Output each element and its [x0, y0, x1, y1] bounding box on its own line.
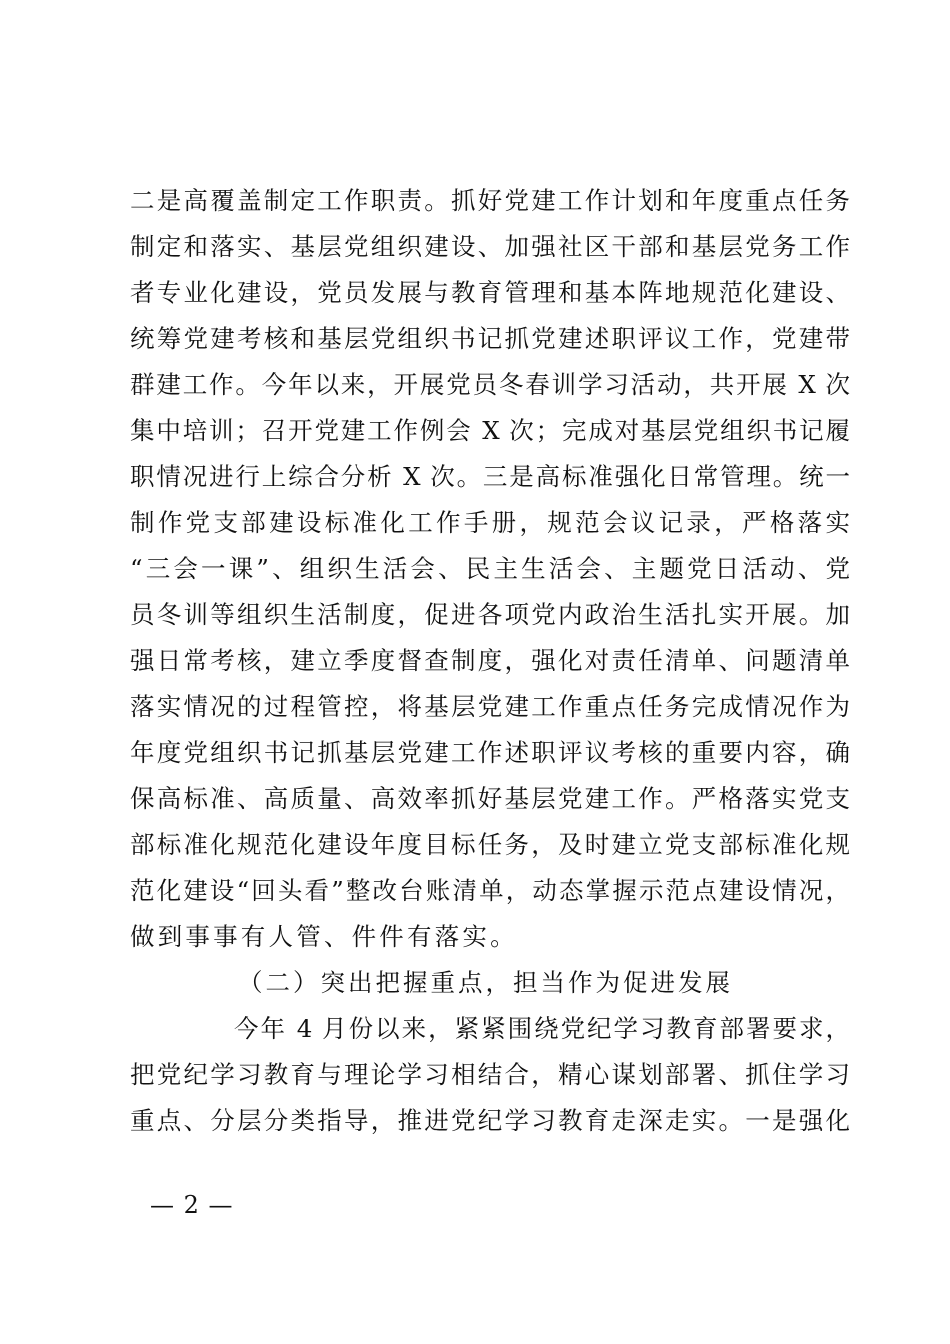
paragraph-line: 统筹党建考核和基层党组织书记抓党建述职评议工作，党建带 — [130, 324, 850, 353]
paragraph-line: “三会一课”、组织生活会、民主生活会、主题党日活动、党 — [130, 554, 850, 583]
page-number: — 2 — — [150, 1191, 234, 1219]
paragraph-line: 保高标准、高质量、高效率抓好基层党建工作。严格落实党支 — [130, 784, 850, 813]
paragraph-line: 职情况进行上综合分析 X 次。三是高标准强化日常管理。统一 — [130, 462, 850, 491]
paragraph-line: 做到事事有人管、件件有落实。 — [130, 922, 518, 951]
paragraph-line: 者专业化建设，党员发展与教育管理和基本阵地规范化建设、 — [130, 278, 850, 307]
paragraph-line: 部标准化规范化建设年度目标任务，及时建立党支部标准化规 — [130, 830, 850, 859]
paragraph-line: 制定和落实、基层党组织建设、加强社区干部和基层党务工作 — [130, 232, 850, 261]
paragraph-line: 制作党支部建设标准化工作手册，规范会议记录，严格落实 — [130, 508, 850, 537]
paragraph-line: 今年 4 月份以来，紧紧围绕党纪学习教育部署要求， — [234, 1014, 850, 1043]
paragraph-line: 重点、分层分类指导，推进党纪学习教育走深走实。一是强化 — [130, 1106, 850, 1135]
paragraph-line: 强日常考核，建立季度督查制度，强化对责任清单、问题清单 — [130, 646, 850, 675]
paragraph-line: 范化建设“回头看”整改台账清单，动态掌握示范点建设情况， — [130, 876, 850, 905]
paragraph-line: 二是高覆盖制定工作职责。抓好党建工作计划和年度重点任务 — [130, 186, 850, 215]
paragraph-line: 落实情况的过程管控，将基层党建工作重点任务完成情况作为 — [130, 692, 850, 721]
paragraph-line: 群建工作。今年以来，开展党员冬春训学习活动，共开展 X 次 — [130, 370, 850, 399]
section-heading: （二）突出把握重点，担当作为促进发展 — [238, 968, 733, 997]
paragraph-line: 年度党组织书记抓基层党建工作述职评议考核的重要内容，确 — [130, 738, 850, 767]
paragraph-line: 员冬训等组织生活制度，促进各项党内政治生活扎实开展。加 — [130, 600, 850, 629]
paragraph-line: 集中培训；召开党建工作例会 X 次；完成对基层党组织书记履 — [130, 416, 850, 445]
paragraph-line: 把党纪学习教育与理论学习相结合，精心谋划部署、抓住学习 — [130, 1060, 850, 1089]
body-text — [130, 178, 850, 1144]
